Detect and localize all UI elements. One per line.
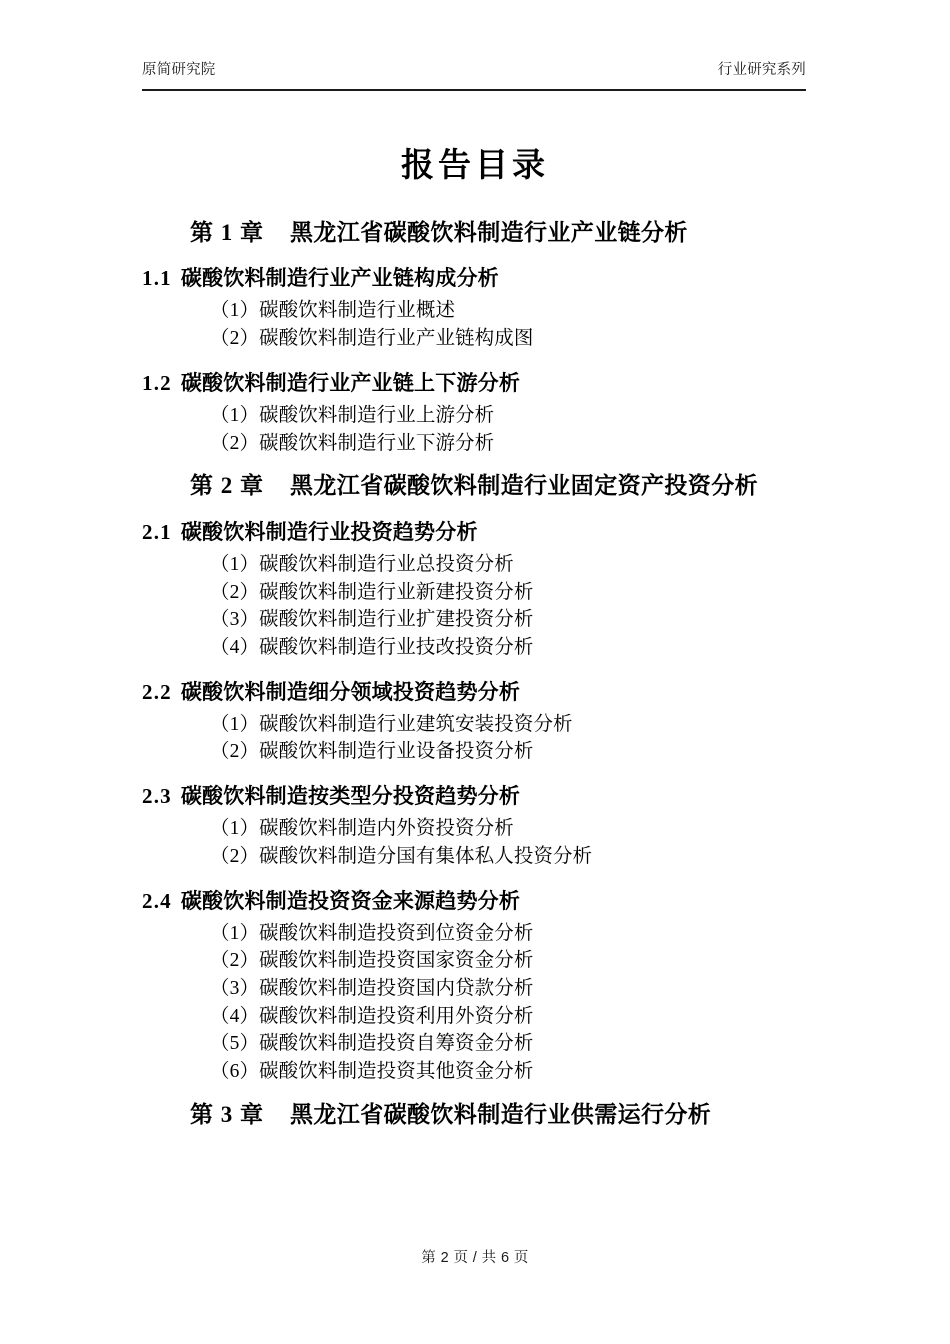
list-item[interactable]: （1）碳酸饮料制造投资到位资金分析 <box>210 922 534 944</box>
section-item-list <box>142 920 822 1086</box>
list-item[interactable]: （1）碳酸饮料制造行业概述 <box>210 300 456 322</box>
chapter-number: 第 2 章 <box>190 473 264 499</box>
chapter-heading[interactable] <box>142 471 822 501</box>
list-item[interactable]: （2）碳酸饮料制造行业产业链构成图 <box>210 328 534 350</box>
list-item[interactable]: （1）碳酸饮料制造内外资投资分析 <box>210 818 514 840</box>
header-left-text: 原简研究院 <box>142 62 216 78</box>
list-item[interactable]: （2）碳酸饮料制造行业新建投资分析 <box>210 581 534 603</box>
section-item-list <box>142 711 822 766</box>
header-right-text: 行业研究系列 <box>717 62 806 78</box>
list-item[interactable]: （2）碳酸饮料制造行业下游分析 <box>210 432 495 454</box>
section-number: 2.3 <box>142 784 172 809</box>
page-number-text: 第 2 页 / 共 6 页 <box>421 1250 529 1266</box>
section-heading[interactable] <box>142 678 822 706</box>
section-heading[interactable] <box>142 782 822 810</box>
chapter-heading[interactable] <box>142 1100 822 1130</box>
section-title: 碳酸饮料制造按类型分投资趋势分析 <box>180 784 521 809</box>
section-item-list <box>142 402 822 457</box>
section-item-list <box>142 297 822 352</box>
chapter-number: 第 1 章 <box>190 220 264 245</box>
chapter-heading[interactable] <box>142 218 822 248</box>
list-item[interactable]: （4）碳酸饮料制造投资利用外资分析 <box>210 1005 534 1027</box>
list-item[interactable]: （2）碳酸饮料制造分国有集体私人投资分析 <box>210 845 593 867</box>
section-number: 1.1 <box>142 266 172 291</box>
list-item[interactable]: （3）碳酸饮料制造投资国内贷款分析 <box>210 978 534 1000</box>
header-divider <box>142 89 806 91</box>
list-item[interactable]: （6）碳酸饮料制造投资其他资金分析 <box>210 1061 534 1083</box>
list-item[interactable]: （1）碳酸饮料制造行业建筑安装投资分析 <box>210 713 573 735</box>
list-item[interactable]: （3）碳酸饮料制造行业扩建投资分析 <box>210 609 534 631</box>
section-item-list <box>142 815 822 870</box>
table-of-contents <box>142 218 822 1138</box>
chapter-title: 黑龙江省碳酸饮料制造行业产业链分析 <box>290 220 688 245</box>
section-heading[interactable] <box>142 518 822 546</box>
list-item[interactable]: （2）碳酸饮料制造行业设备投资分析 <box>210 741 534 763</box>
section-item-list <box>142 551 822 662</box>
list-item[interactable]: （4）碳酸饮料制造行业技改投资分析 <box>210 636 534 658</box>
section-number: 2.1 <box>142 519 172 544</box>
section-heading[interactable] <box>142 369 822 397</box>
section-title: 碳酸饮料制造行业投资趋势分析 <box>180 519 478 544</box>
section-title: 碳酸饮料制造细分领域投资趋势分析 <box>180 679 521 704</box>
page-footer <box>0 1246 950 1267</box>
section-number: 2.2 <box>142 679 172 704</box>
page-title: 报告目录 <box>401 148 549 184</box>
running-header <box>142 62 806 79</box>
section-number: 1.2 <box>142 370 172 395</box>
list-item[interactable]: （1）碳酸饮料制造行业上游分析 <box>210 404 495 426</box>
section-heading[interactable] <box>142 264 822 292</box>
chapter-number: 第 3 章 <box>190 1101 264 1127</box>
section-number: 2.4 <box>142 888 172 913</box>
section-heading[interactable] <box>142 887 822 915</box>
chapter-title: 黑龙江省碳酸饮料制造行业供需运行分析 <box>290 1101 712 1127</box>
section-title: 碳酸饮料制造行业产业链上下游分析 <box>180 370 521 395</box>
list-item[interactable]: （1）碳酸饮料制造行业总投资分析 <box>210 553 514 575</box>
list-item[interactable]: （2）碳酸饮料制造投资国家资金分析 <box>210 950 534 972</box>
chapter-title: 黑龙江省碳酸饮料制造行业固定资产投资分析 <box>290 473 758 499</box>
section-title: 碳酸饮料制造行业产业链构成分析 <box>180 266 499 291</box>
section-title: 碳酸饮料制造投资资金来源趋势分析 <box>180 888 521 913</box>
list-item[interactable]: （5）碳酸饮料制造投资自筹资金分析 <box>210 1033 534 1055</box>
